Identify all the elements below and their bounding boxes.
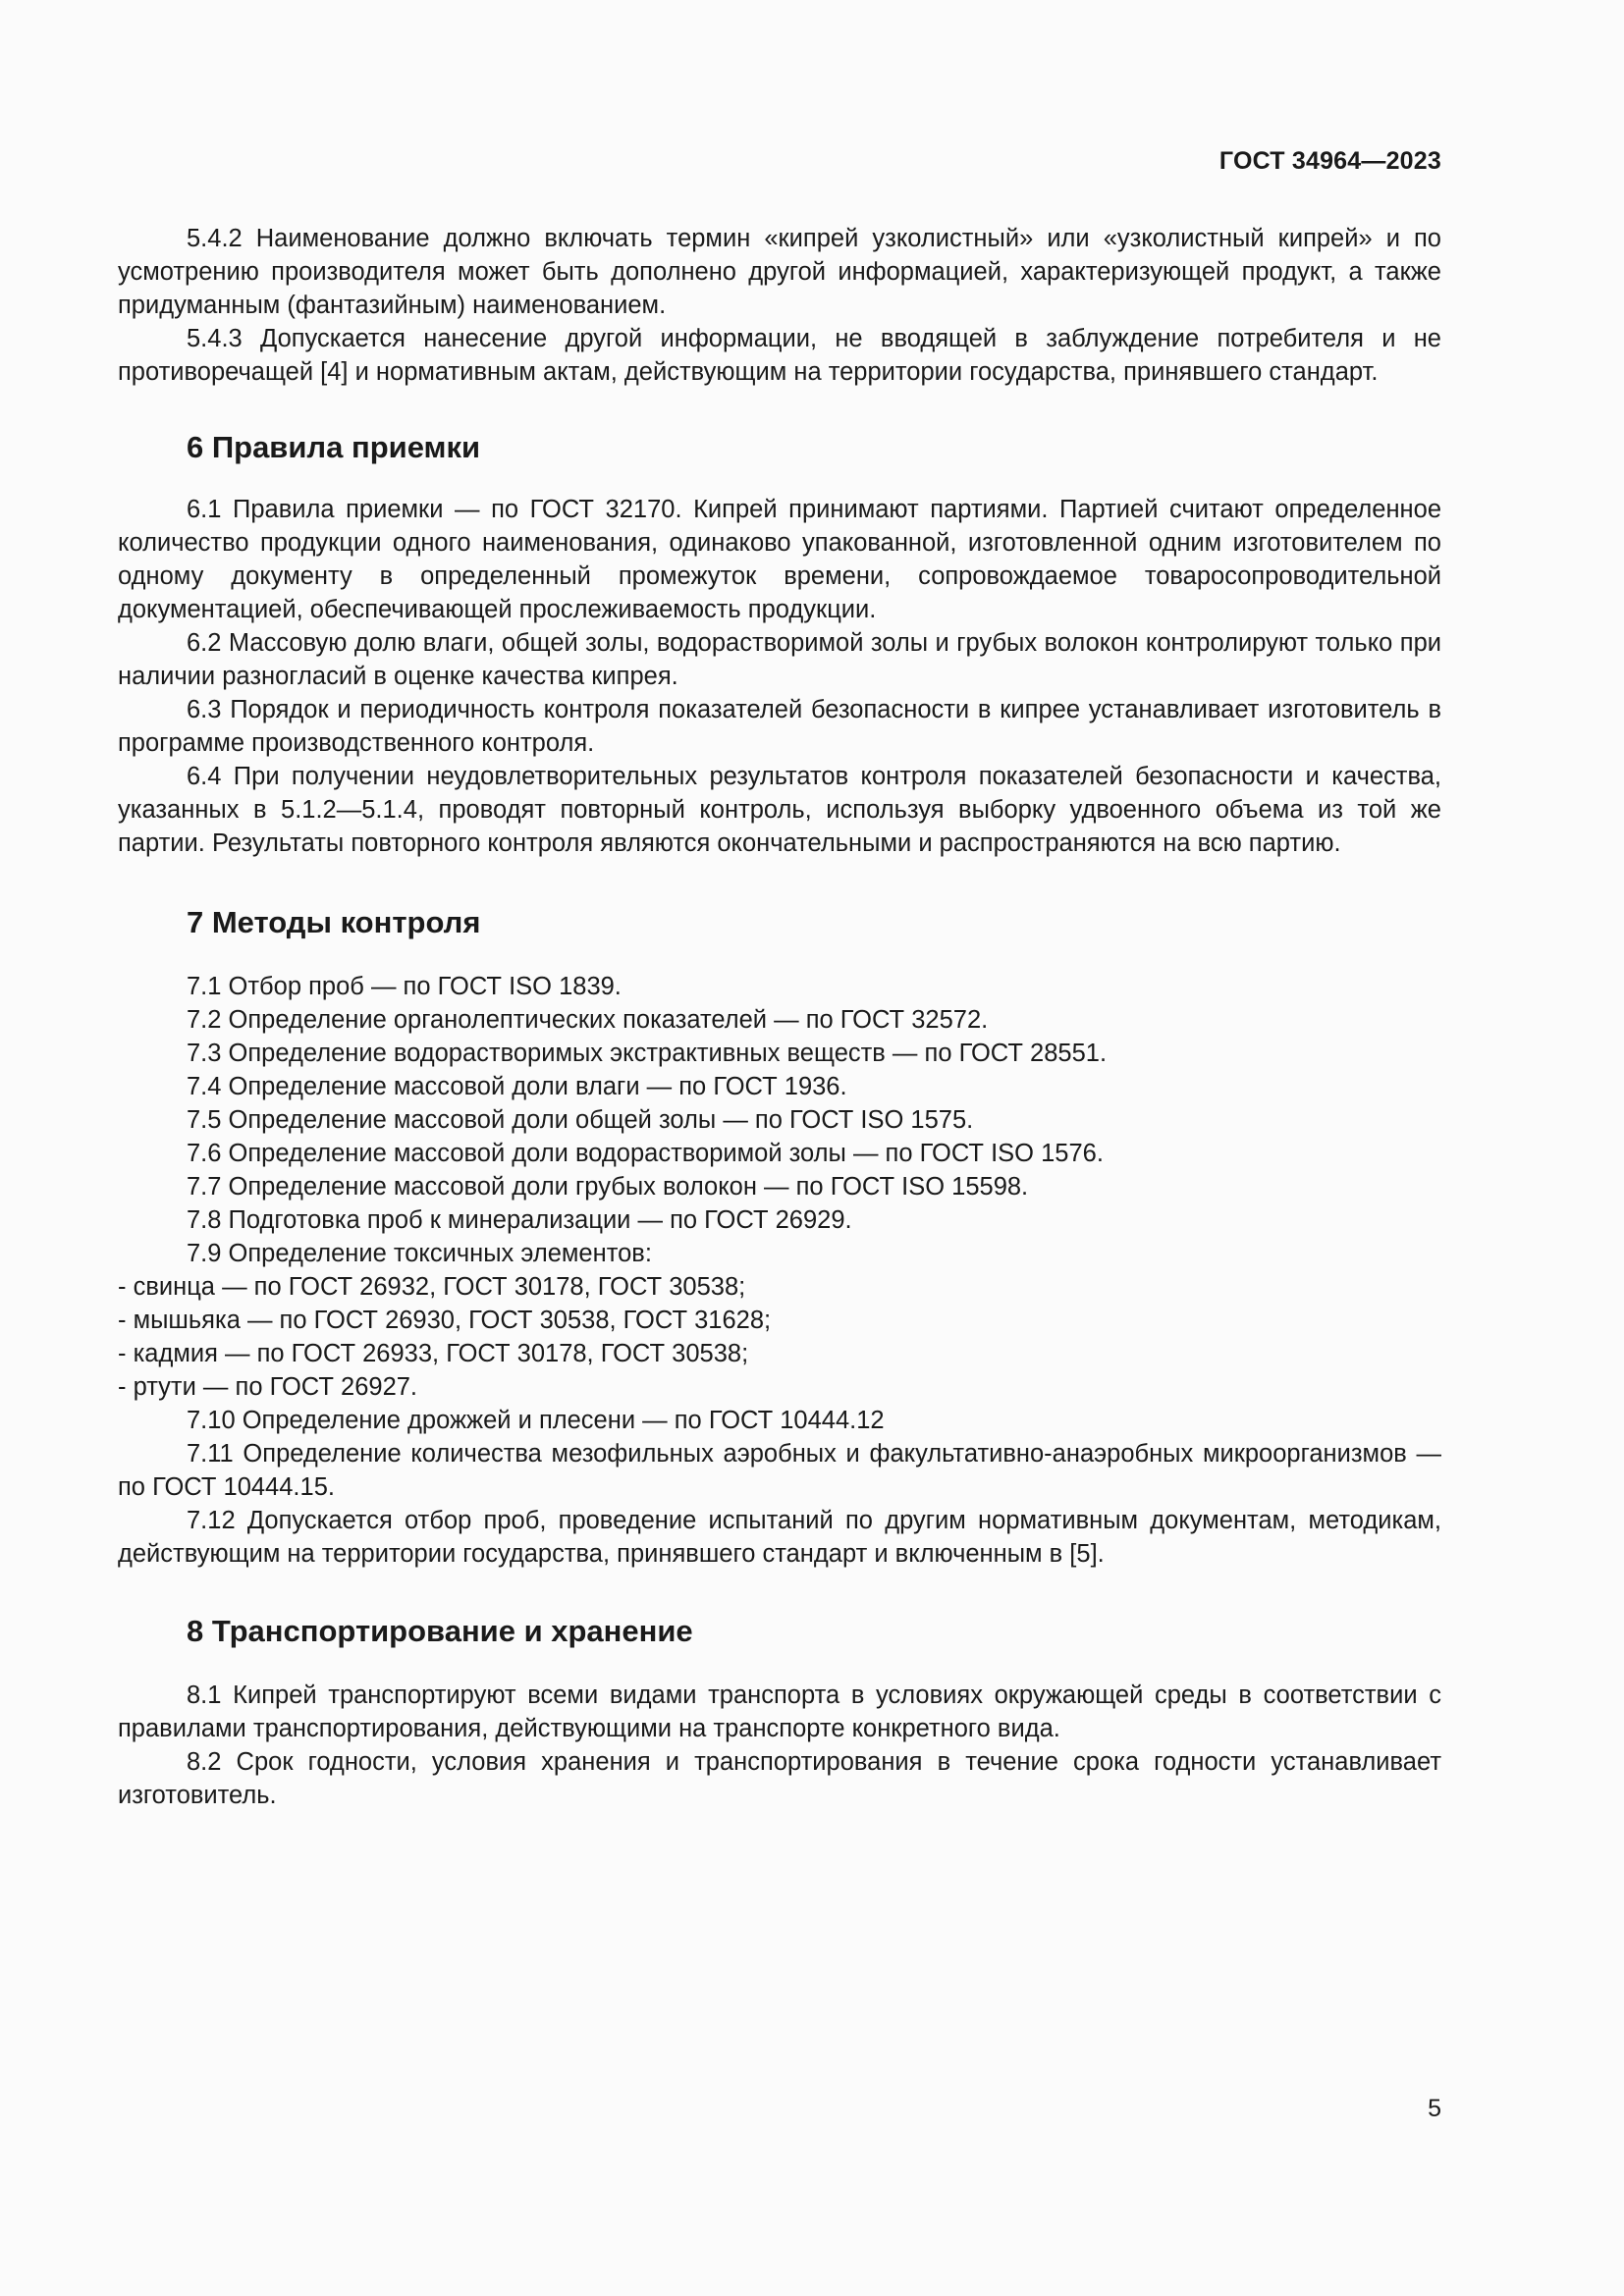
document-body [118,222,1441,1812]
page-number: 5 [1428,2095,1441,2122]
clause-6-2: 6.2 Массовую долю влаги, общей золы, водорастворимой золы и грубых волокон контролируют только при наличии разногласий в оценке качества кипрея. [118,629,1441,690]
clause-6-3: 6.3 Порядок и периодичность контроля показателей безопасности в кипрее устанавливает изготовитель в программе производственного контроля. [118,696,1441,757]
clause-5-4-2: 5.4.2 Наименование должно включать термин «кипрей узколистный» или «узколистный кипрей» и по усмотрению производителя может быть дополнено другой информацией, характеризующей продукт, а также придуманным (фантазийным) наименованием. [118,225,1441,319]
clause-8-1: 8.1 Кипрей транспортируют всеми видами транспорта в условиях окружающей среды в соответствии с правилами транспортирования, действующими на транспорте конкретного вида. [118,1682,1441,1742]
section-6-heading: 6 Правила приемки [187,430,481,464]
list-item-arsenic: - мышьяка — по ГОСТ 26930, ГОСТ 30538, ГОСТ 31628; [118,1307,772,1334]
clause-7-1: 7.1 Отбор проб — по ГОСТ ISO 1839. [187,973,622,1000]
clause-7-12: 7.12 Допускается отбор проб, проведение испытаний по другим нормативным документам, методикам, действующим на территории государства, принявшего стандарт и включенным в [5]. [118,1507,1441,1568]
section-8-heading: 8 Транспортирование и хранение [187,1614,693,1648]
list-item-lead: - свинца — по ГОСТ 26932, ГОСТ 30178, ГОСТ 30538; [118,1273,746,1301]
document-code-header: ГОСТ 34964—2023 [1218,147,1441,175]
clause-7-2: 7.2 Определение органолептических показателей — по ГОСТ 32572. [187,1006,989,1034]
clause-7-8: 7.8 Подготовка проб к минерализации — по ГОСТ 26929. [187,1206,852,1234]
clause-7-7: 7.7 Определение массовой доли грубых волокон — по ГОСТ ISO 15598. [187,1173,1029,1201]
clause-8-2: 8.2 Срок годности, условия хранения и транспортирования в течение срока годности устанавливает изготовитель. [118,1748,1441,1809]
clause-5-4-3: 5.4.3 Допускается нанесение другой информации, не вводящей в заблуждение потребителя и не противоречащей [4] и нормативным актам, действующим на территории государства, принявшего стандарт. [118,325,1441,386]
clause-7-3: 7.3 Определение водорастворимых экстрактивных веществ — по ГОСТ 28551. [187,1040,1108,1067]
clause-7-4: 7.4 Определение массовой доли влаги — по ГОСТ 1936. [187,1073,847,1100]
clause-7-9: 7.9 Определение токсичных элементов: [187,1240,652,1267]
clause-7-5: 7.5 Определение массовой доли общей золы — по ГОСТ ISO 1575. [187,1106,974,1134]
clause-7-11: 7.11 Определение количества мезофильных аэробных и факультативно-анаэробных микроорганизмов — по ГОСТ 10444.15. [118,1440,1441,1501]
clause-7-6: 7.6 Определение массовой доли водорастворимой золы — по ГОСТ ISO 1576. [187,1140,1104,1167]
clause-6-1: 6.1 Правила приемки — по ГОСТ 32170. Кипрей принимают партиями. Партией считают определенное количество продукции одного наименования, одинаково упакованной, изготовленной одним изготовителем по одному документу в определенный промежуток времени, сопровождаемое товаросопроводительной документацией, обеспечивающей прослеживаемость продукции. [118,496,1441,623]
section-7-heading: 7 Методы контроля [187,905,481,939]
list-item-cadmium: - кадмия — по ГОСТ 26933, ГОСТ 30178, ГОСТ 30538; [118,1340,749,1367]
clause-7-10: 7.10 Определение дрожжей и плесени — по ГОСТ 10444.12 [187,1407,885,1434]
clause-6-4: 6.4 При получении неудовлетворительных результатов контроля показателей безопасности и качества, указанных в 5.1.2—5.1.4, проводят повторный контроль, используя выборку удвоенного объема из той же партии. Результаты повторного контроля являются окончательными и распространяются на всю партию. [118,763,1441,857]
list-item-mercury: - ртути — по ГОСТ 26927. [118,1373,418,1401]
